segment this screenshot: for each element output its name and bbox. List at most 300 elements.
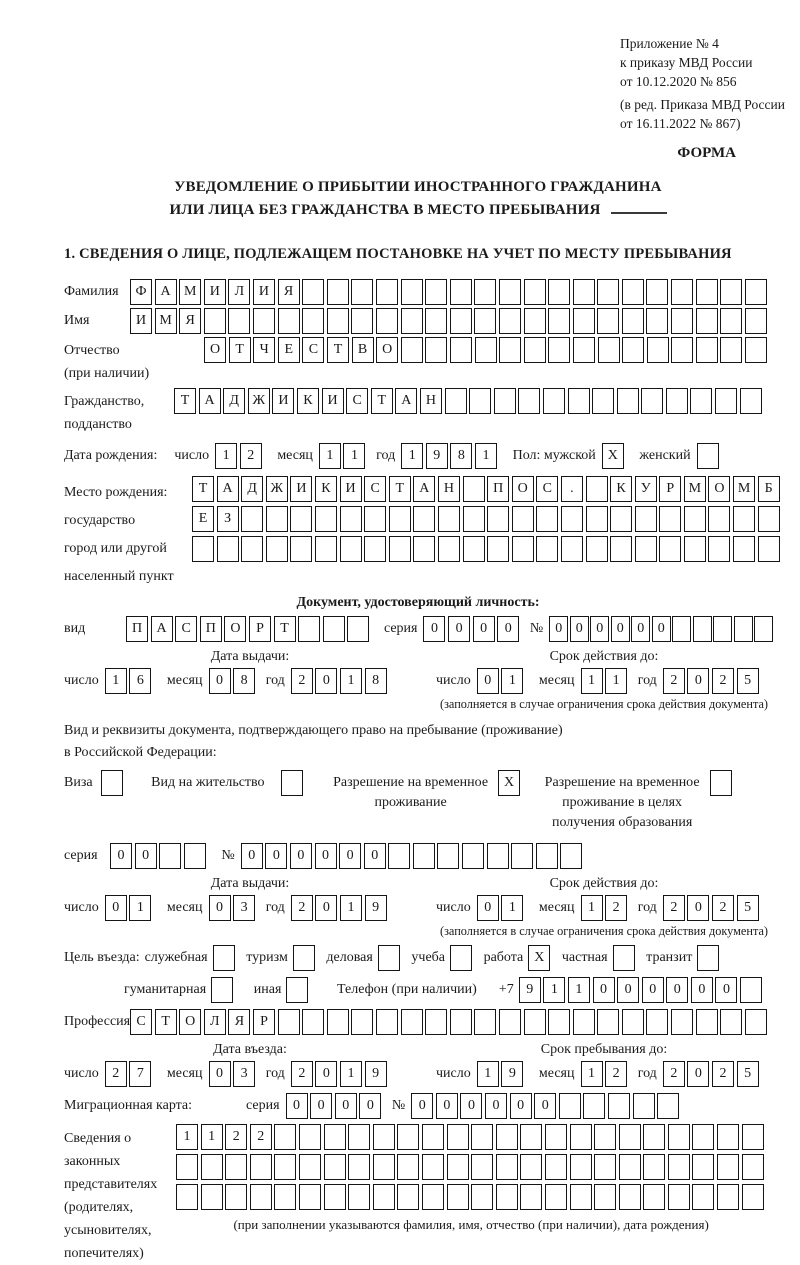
form-cell [241,506,263,532]
doc-issue-year-cells [291,668,389,694]
form-cell [401,1009,423,1035]
form-cell: О [224,616,246,642]
form-cell: X [602,443,624,469]
birth-place-label-line1: Место рождения: [64,485,168,500]
form-cell [450,337,472,363]
purpose-study-label: учеба [411,950,445,965]
form-cell [758,506,780,532]
day-label: число [436,900,471,915]
permit-series-cells [110,843,208,869]
purpose-tourism-label: туризм [246,950,288,965]
form-cell: 2 [663,1061,685,1087]
form-cell: 0 [209,1061,231,1087]
id-doc-row [64,616,772,642]
form-cell [290,536,312,562]
purpose-other-checkbox [286,977,311,1003]
form-cell [378,945,400,971]
form-cell [733,506,755,532]
form-cell: 0 [611,616,630,642]
form-cell [471,1184,493,1210]
form-cell [561,536,583,562]
surname-cells [130,279,769,305]
form-cell: Т [371,388,393,414]
form-cell [401,308,423,334]
legal-label-line5: усыновителях, [64,1223,152,1238]
form-cell [720,337,742,363]
form-cell: И [272,388,294,414]
form-cell [512,536,534,562]
permit-valid-year-cells [663,895,761,921]
form-cell [622,1009,644,1035]
legal-representatives-rows [176,1124,766,1233]
form-cell [475,337,497,363]
form-cell: 2 [291,1061,313,1087]
form-cell [745,279,767,305]
form-cell [668,1154,690,1180]
form-cell: Д [223,388,245,414]
form-cell [659,536,681,562]
form-cell: 0 [448,616,470,642]
id-doc-heading: Документ, удостоверяющий личность: [296,595,540,610]
entry-year-cells [291,1061,389,1087]
form-cell [438,536,460,562]
form-cell [511,843,533,869]
form-cell [450,308,472,334]
form-cell: 1 [176,1124,198,1150]
form-cell [101,770,123,796]
form-cell: Е [192,506,214,532]
form-cell [684,506,706,532]
annex-line: (в ред. Приказа МВД России [620,97,785,112]
form-cell: М [155,308,177,334]
form-cell [758,536,780,562]
form-cell [463,476,485,502]
form-cell: 0 [436,1093,458,1119]
form-cell [290,506,312,532]
form-cell: 1 [543,977,565,1003]
form-cell [496,1184,518,1210]
entry-date-group [64,1042,436,1087]
given-name-row [64,308,772,334]
form-cell [742,1124,764,1150]
form-cell [447,1184,469,1210]
form-cell [413,843,435,869]
citizenship-cells [174,388,764,414]
form-cell [643,1184,665,1210]
form-cell [250,1154,272,1180]
month-label: месяц [277,448,313,463]
stay-until-title: Срок пребывания до: [540,1042,668,1057]
form-cell: А [155,279,177,305]
year-label: год [637,900,657,915]
form-cell: 8 [365,668,387,694]
temp-edu-checkbox [710,770,735,796]
legal-cells-row2 [176,1154,766,1180]
citizenship-label [64,388,174,436]
day-label: число [436,673,471,688]
form-cell [184,843,206,869]
form-cell [364,536,386,562]
form-cell [696,308,718,334]
permit-series-label: серия [64,848,98,863]
form-cell: 1 [340,668,362,694]
form-cell: Т [389,476,411,502]
form-cell: 0 [460,1093,482,1119]
form-cell: 1 [340,895,362,921]
form-cell [597,1009,619,1035]
form-cell [176,1184,198,1210]
form-cell [373,1184,395,1210]
legal-label-line3: представителях [64,1177,158,1192]
form-cell: 9 [426,443,448,469]
form-cell: О [179,1009,201,1035]
permit-issue-month-cells [209,895,258,921]
legal-cells-row1 [176,1124,766,1150]
form-cell: 8 [233,668,255,694]
migration-card-label: Миграционная карта: [64,1098,193,1113]
form-cell [315,506,337,532]
form-cell [278,1009,300,1035]
form-cell: Л [204,1009,226,1035]
form-cell: С [536,476,558,502]
form-cell: Р [249,616,271,642]
month-label: месяц [538,1066,575,1081]
given-name-cells [130,308,769,334]
form-cell [299,1124,321,1150]
form-title [64,176,772,222]
form-cell [717,1184,739,1210]
temp-permit-label [333,770,488,813]
annex-header [620,34,785,133]
form-cell [692,1124,714,1150]
form-cell [286,977,308,1003]
form-cell: С [346,388,368,414]
doc-number-cells [549,616,775,642]
form-cell [659,506,681,532]
form-cell: 1 [343,443,365,469]
patronymic-row [64,337,772,385]
form-cell: 2 [105,1061,127,1087]
form-cell [373,1124,395,1150]
form-cell: И [253,279,275,305]
permit-issue-day-cells [105,895,154,921]
form-cell: 2 [250,1124,272,1150]
form-cell [548,279,570,305]
legal-representatives-label [64,1124,176,1265]
form-cell [622,308,644,334]
form-cell [376,308,398,334]
form-title-line1: УВЕДОМЛЕНИЕ О ПРИБЫТИИ ИНОСТРАННОГО ГРАЖДАНИНА [174,179,662,195]
form-cell [598,337,620,363]
form-cell [672,616,691,642]
form-cell: 1 [475,443,497,469]
form-cell [327,308,349,334]
doc-issue-title: Дата выдачи: [210,649,290,664]
annex-line: Приложение № 4 [620,36,719,51]
legal-label-line1: Сведения о [64,1131,132,1146]
permit-issue-year-cells [291,895,389,921]
form-cell [548,308,570,334]
form-cell [512,506,534,532]
form-cell [274,1154,296,1180]
form-cell [715,388,737,414]
birth-day-cells [215,443,264,469]
residence-permit-checkbox [281,770,306,796]
form-cell: 2 [712,668,734,694]
form-cell [389,536,411,562]
form-cell [302,279,324,305]
stay-month-cells [581,1061,630,1087]
form-cell [520,1124,542,1150]
form-cell: 0 [209,895,231,921]
purpose-row2 [124,977,772,1003]
form-cell [462,843,484,869]
doc-issue-group [64,649,436,712]
year-label: год [265,673,285,688]
form-cell [494,388,516,414]
form-cell: 0 [477,895,499,921]
form-cell [463,506,485,532]
form-cell: А [199,388,221,414]
form-cell [323,616,345,642]
purpose-business-label: деловая [326,950,373,965]
form-cell: Т [327,337,349,363]
form-cell [474,308,496,334]
profession-label: Профессия [64,1014,131,1029]
day-label: число [174,448,210,463]
form-cell [690,388,712,414]
legal-label-line6: попечителях) [64,1246,144,1261]
citizenship-label-line1: Гражданство, [64,394,145,409]
purpose-work-checkbox [528,945,553,971]
form-cell: 5 [737,895,759,921]
form-cell: 0 [570,616,589,642]
form-cell [543,388,565,414]
patronymic-label [64,337,204,385]
form-cell: У [635,476,657,502]
temp-permit-label-line1: Разрешение на временное [333,775,489,790]
form-cell [293,945,315,971]
form-cell [586,536,608,562]
form-cell: 0 [687,895,709,921]
form-cell: 0 [315,1061,337,1087]
form-cell [347,616,369,642]
entry-date-title: Дата въезда: [213,1042,287,1057]
form-cell [643,1124,665,1150]
permit-number-label: № [221,848,235,863]
form-cell [299,1154,321,1180]
form-cell: 0 [105,895,127,921]
form-cell: М [179,279,201,305]
form-cell: 0 [590,616,609,642]
doc-dates-row [64,649,772,712]
form-cell [397,1154,419,1180]
form-cell: З [217,506,239,532]
doc-type-label: вид [64,621,86,636]
form-cell [548,337,570,363]
form-cell [708,506,730,532]
form-cell: Д [241,476,263,502]
form-cell [717,1154,739,1180]
form-cell [274,1124,296,1150]
form-cell [298,616,320,642]
form-cell [573,308,595,334]
form-cell [524,279,546,305]
form-cell [570,1124,592,1150]
form-cell: 0 [315,895,337,921]
form-cell [619,1184,641,1210]
form-cell [524,1009,546,1035]
form-cell: 0 [315,668,337,694]
form-cell: 2 [712,895,734,921]
form-cell [499,279,521,305]
form-cell: И [340,476,362,502]
form-cell: 0 [642,977,664,1003]
permit-valid-month-cells [581,895,630,921]
form-cell: 0 [534,1093,556,1119]
form-cell: И [204,279,226,305]
form-cell [708,536,730,562]
form-cell [583,1093,605,1119]
form-cell [447,1124,469,1150]
stay-day-cells [477,1061,526,1087]
form-cell: Р [253,1009,275,1035]
form-cell: 2 [605,895,627,921]
birth-place-cells-row2 [192,506,782,532]
legal-note: (при заполнении указываются фамилия, имя, отчество (при наличии), дата рождения) [233,1217,709,1232]
form-cell [643,1154,665,1180]
form-cell: Ж [266,476,288,502]
form-cell [745,1009,767,1035]
form-cell: 7 [129,1061,151,1087]
form-cell [487,843,509,869]
form-cell: П [126,616,148,642]
form-cell: 1 [215,443,237,469]
form-cell [315,536,337,562]
form-cell [340,506,362,532]
form-cell [597,308,619,334]
form-cell: 0 [290,843,312,869]
form-cell: 0 [310,1093,332,1119]
form-cell [228,308,250,334]
doc-number-label: № [529,621,544,636]
year-label: год [265,900,285,915]
form-cell [536,536,558,562]
form-cell [373,1154,395,1180]
form-cell [274,1184,296,1210]
form-cell: 8 [450,443,472,469]
form-cell [324,1184,346,1210]
residence-permit-item [151,770,305,796]
form-cell [422,1124,444,1150]
form-cell: 1 [340,1061,362,1087]
form-cell [438,506,460,532]
form-cell [413,506,435,532]
form-cell: 0 [339,843,361,869]
phone-prefix: +7 [498,982,514,997]
month-label: месяц [538,673,575,688]
form-cell: И [130,308,152,334]
form-cell [266,536,288,562]
form-cell: 1 [581,668,603,694]
form-cell [671,337,693,363]
form-cell [425,337,447,363]
form-cell [437,843,459,869]
form-cell: Б [758,476,780,502]
form-cell [545,1184,567,1210]
visa-label: Виза [64,775,93,790]
form-cell [204,308,226,334]
form-cell: 1 [129,895,151,921]
form-cell [647,337,669,363]
doc-valid-day-cells [477,668,526,694]
profession-row [64,1009,772,1035]
form-cell: Н [420,388,442,414]
temp-edu-label [545,770,700,833]
form-cell [573,279,595,305]
form-cell: 1 [401,443,423,469]
form-cell: 1 [568,977,590,1003]
form-cell [351,279,373,305]
form-cell [351,1009,373,1035]
form-cell: А [395,388,417,414]
form-cell [594,1154,616,1180]
form-cell [425,1009,447,1035]
temp-edu-label-line2: проживание в целях [562,795,683,810]
residence-doc-text [64,720,772,764]
form-cell: X [528,945,550,971]
form-cell [450,945,472,971]
stay-until-group [436,1042,772,1087]
form-cell: 1 [105,668,127,694]
form-cell: 0 [549,616,568,642]
form-cell [520,1184,542,1210]
permit-issue-group [64,876,436,939]
form-cell [617,388,639,414]
form-cell [499,337,521,363]
residence-doc-line1: Вид и реквизиты документа, подтверждающего право на пребывание (проживание) [64,723,563,738]
form-cell: 3 [233,1061,255,1087]
form-cell: 5 [737,668,759,694]
form-cell [586,506,608,532]
form-cell [710,770,732,796]
form-cell: 0 [364,843,386,869]
form-cell [671,279,693,305]
form-cell [717,1124,739,1150]
form-cell: Н [438,476,460,502]
form-cell [401,279,423,305]
doc-valid-note: (заполняется в случае ограничения срока действия документа) [439,697,769,711]
form-cell [697,945,719,971]
doc-series-cells [423,616,521,642]
doc-valid-month-cells [581,668,630,694]
form-cell [622,279,644,305]
form-cell: О [376,337,398,363]
form-cell [450,279,472,305]
form-cell [592,388,614,414]
temp-permit-label-line2: проживание [374,795,447,810]
form-cell [597,279,619,305]
form-cell: М [733,476,755,502]
annex-line: к приказу МВД России [620,55,753,70]
form-cell: 1 [501,895,523,921]
annex-line: от 16.11.2022 № 867) [620,116,741,131]
form-cell [253,308,275,334]
form-cell: Е [278,337,300,363]
form-cell [201,1154,223,1180]
surname-label: Фамилия [64,284,119,299]
form-cell: Т [174,388,196,414]
